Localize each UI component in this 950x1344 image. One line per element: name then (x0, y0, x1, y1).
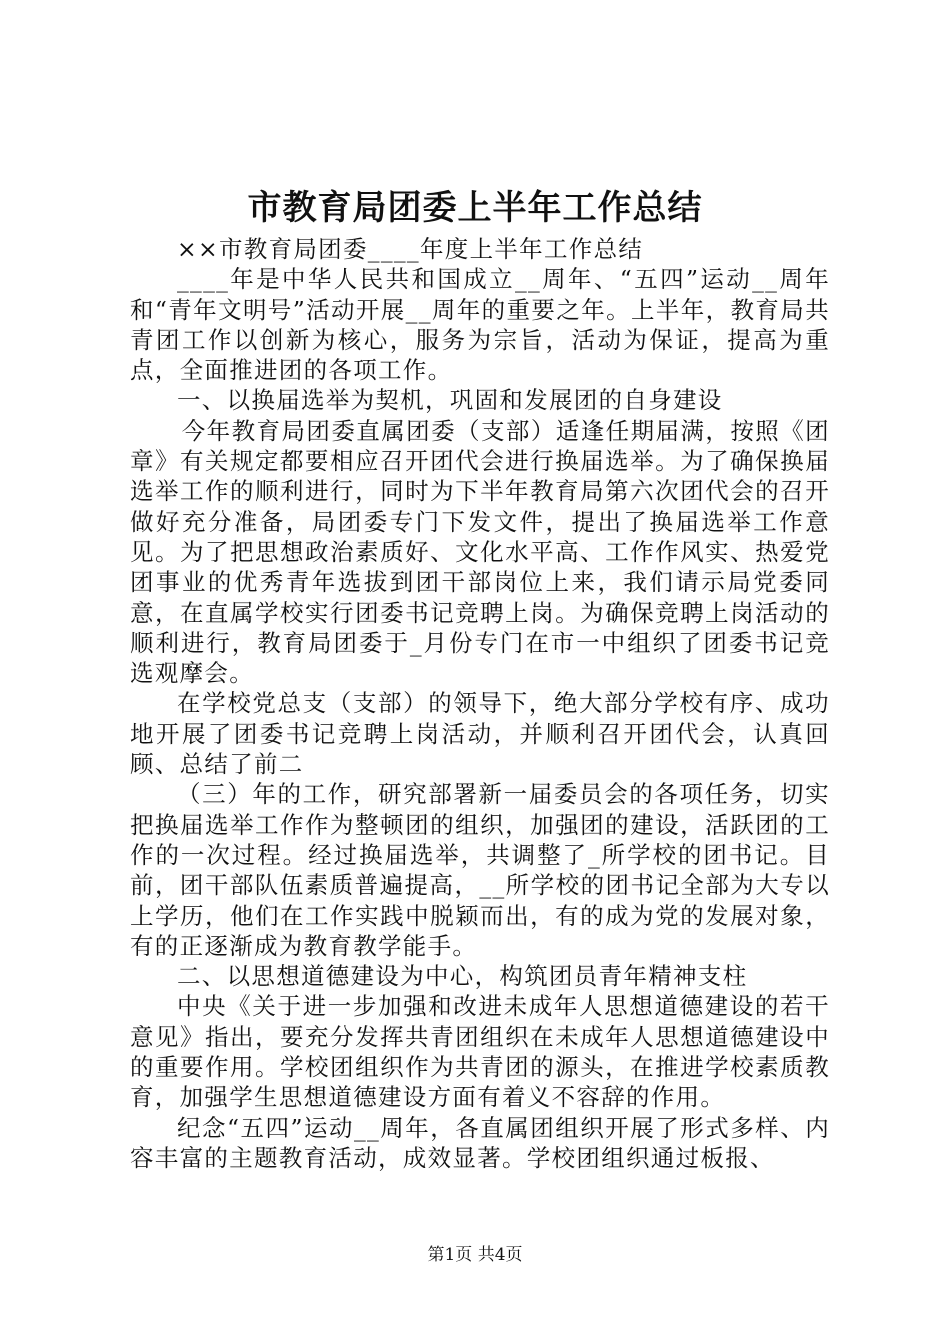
document-body (130, 234, 830, 1173)
paragraph: ____年是中华人民共和国成立__周年、“五四”运动__周年和“青年文明号”活动开展__周年的重要之年。上半年，教育局共青团工作以创新为核心，服务为宗旨，活动为保证，提高为重点，全面推进团的各项工作。 (130, 265, 830, 385)
paragraph: 中央《关于进一步加强和改进未成年人思想道德建设的若干意见》指出，要充分发挥共青团组织在未成年人思想道德建设中的重要作用。学校团组织作为共青团的源头，在推进学校素质教育，加强学生思想道德建设方面有着义不容辞的作用。 (130, 992, 830, 1112)
page-footer: 第1页 共4页 (427, 1245, 523, 1265)
paragraph: （三）年的工作，研究部署新一届委员会的各项任务，切实把换届选举工作作为整顿团的组织，加强团的建设，活跃团的工作的一次过程。经过换届选举，共调整了_所学校的团书记。目前，团干部队伍素质普遍提高，__所学校的团书记全部为大专以上学历，他们在工作实践中脱颖而出，有的成为党的发展对象，有的正逐渐成为教育教学能手。 (130, 780, 830, 960)
paragraph: ××市教育局团委____年度上半年工作总结 (177, 235, 644, 263)
section-heading: 二、以思想道德建设为中心，构筑团员青年精神支柱 (177, 962, 748, 991)
section-heading: 一、以换届选举为契机，巩固和发展团的自身建设 (177, 386, 723, 415)
document-title: 市教育局团委上半年工作总结 (247, 188, 703, 228)
paragraph: 今年教育局团委直属团委（支部）适逢任期届满，按照《团章》有关规定都要相应召开团代会进行换届选举。为了确保换届选举工作的顺利进行，同时为下半年教育局第六次团代会的召开做好充分准备，局团委专门下发文件，提出了换届选举工作意见。为了把思想政治素质好、文化水平高、工作作风实、热爱党团事业的优秀青年选拔到团干部岗位上来，我们请示局党委同意，在直属学校实行团委书记竞聘上岗。为确保竞聘上岗活动的顺利进行，教育局团委于_月份专门在市一中组织了团委书记竞选观摩会。 (130, 416, 830, 688)
paragraph: 在学校党总支（支部）的领导下，绝大部分学校有序、成功地开展了团委书记竞聘上岗活动，并顺利召开团代会，认真回顾、总结了前二 (130, 689, 830, 779)
paragraph: 纪念“五四”运动__周年，各直属团组织开展了形式多样、内容丰富的主题教育活动，成效显著。学校团组织通过板报、 (130, 1113, 830, 1172)
